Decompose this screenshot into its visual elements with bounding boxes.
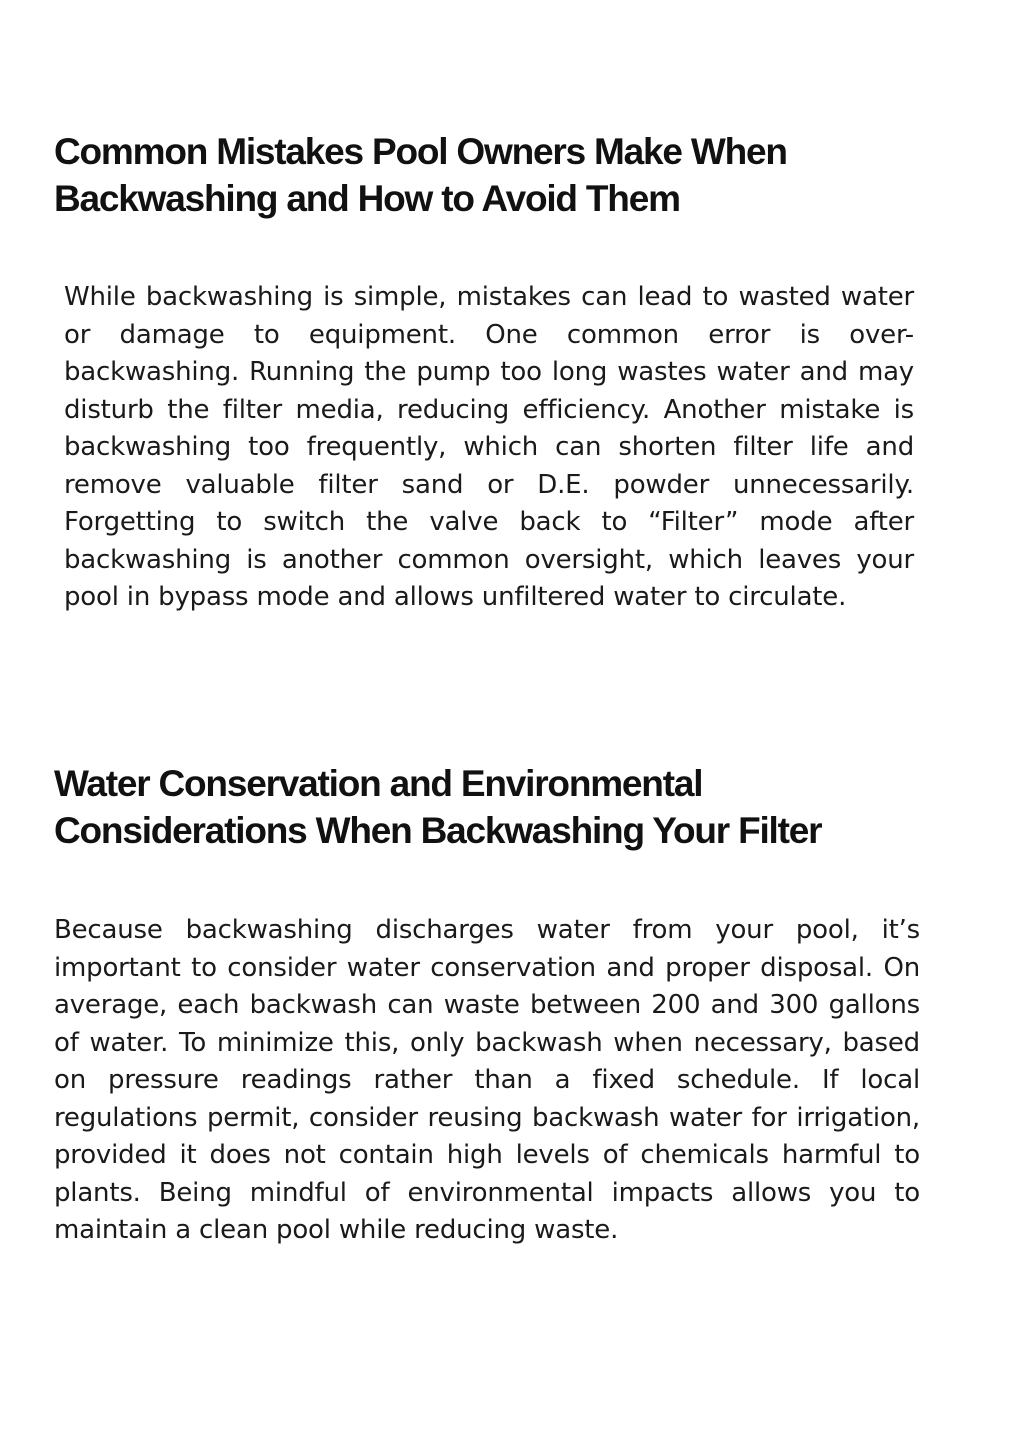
section-paragraph: Because backwashing discharges water from your pool, it’s important to consider water conservation and proper disposal. On average, each backwash can waste between 200 and 300 gallons of water. To minimize this, only backwash when necessary, based on pressure readings rather than a fixed schedule. If local regulations permit, consider reusing backwash water for irrigation, provided it does not contain high levels of chemicals harmful to plants. Being mindful of environmental impacts allows you to maintain a clean pool while reducing waste. (54, 915, 920, 1245)
section-heading: Common Mistakes Pool Owners Make When Backwashing and How to Avoid Them (54, 131, 787, 219)
section-heading: Water Conservation and Environmental Considerations When Backwashing Your Filter (54, 763, 822, 851)
section-common-mistakes (54, 128, 914, 617)
section-water-conservation (54, 760, 922, 1250)
section-paragraph: While backwashing is simple, mistakes can lead to wasted water or damage to equipment. One common error is over-backwashing. Running the pump too long wastes water and may disturb the filter media, reducing efficiency. Another mistake is backwashing too frequently, which can shorten filter life and remove valuable filter sand or D.E. powder unnecessarily. Forgetting to switch the valve back to “Filter” mode after backwashing is another common oversight, which leaves your pool in bypass mode and allows unfiltered water to circulate. (64, 282, 914, 612)
